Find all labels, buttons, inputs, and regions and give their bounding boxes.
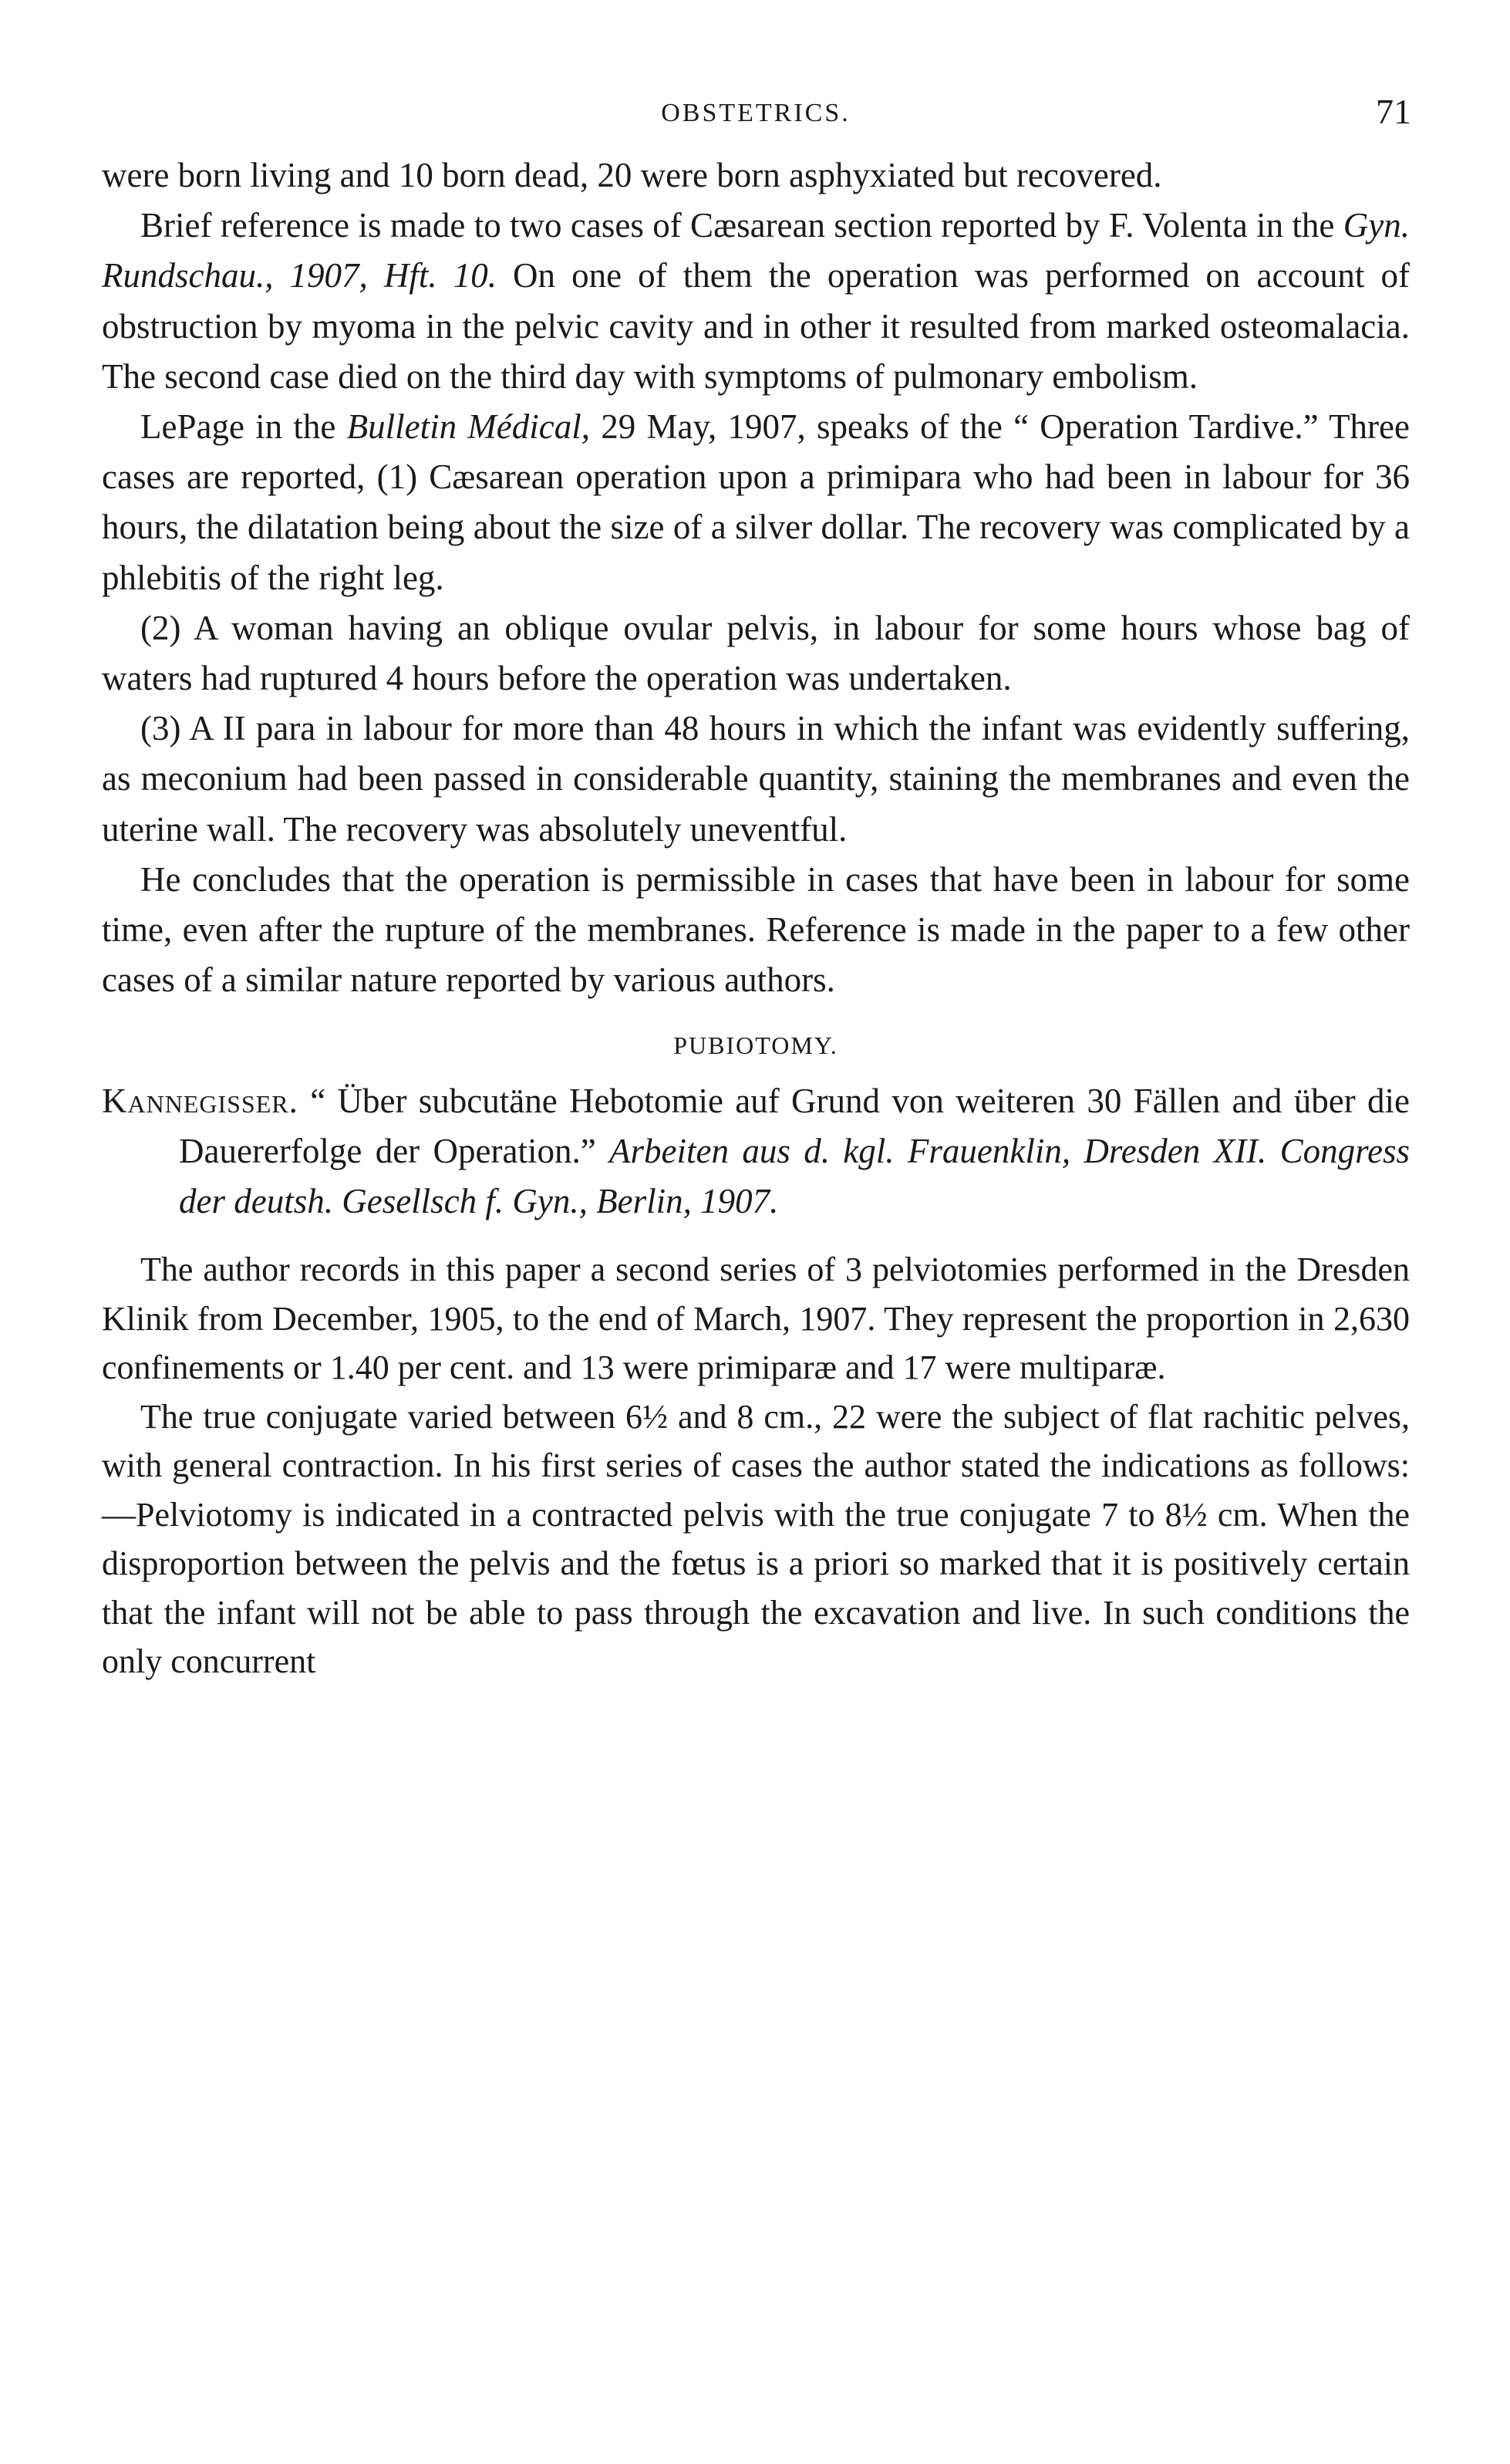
- paragraph-continuation: were born living and 10 born dead, 20 were born asphyxiated but recovered.: [102, 156, 1162, 194]
- citation: [102, 1076, 1410, 1227]
- volenta-text-1: Brief reference is made to two cases of Cæsarean section reported by F. Volenta in the: [140, 206, 1343, 245]
- page-number: 71: [1376, 92, 1411, 131]
- running-head: [100, 91, 1411, 137]
- citation-title: “ Über subcutäne Hebotomie auf Grund von weiteren 30 Fällen and über die Dauererfolge der Operation.”: [179, 1082, 1410, 1171]
- lepage-journal: Bulletin Médical,: [346, 407, 590, 447]
- paragraph-lepage: [102, 402, 1410, 603]
- paragraph-volenta: [102, 201, 1410, 402]
- paragraph-conclusion: He concludes that the operation is permissible in cases that have been in labour for some time, even after the rupture of the membranes. Reference is made in the paper to a few other cases of a similar nature reported by various authors.: [102, 859, 1410, 1000]
- lepage-text-1: LePage in the: [140, 407, 347, 447]
- page-body: [102, 150, 1410, 1686]
- paragraph-case-3: (3) A II para in labour for more than 48 hours in which the infant was evidently suffering, as meconium had been passed in considerable quantity, staining the membranes and even the uterine wall. The recovery was absolutely uneventful.: [102, 709, 1410, 849]
- citation-author: Kannegisser.: [102, 1082, 298, 1121]
- section-heading: PUBIOTOMY.: [673, 1031, 838, 1060]
- paragraph-case-2: (2) A woman having an oblique ovular pelvis, in labour for some hours whose bag of waters had ruptured 4 hours before the operation was undertaken.: [102, 608, 1410, 698]
- lepage-text-2: 29 May, 1907, speaks of the “ Operation Tardive.” Three cases are reported, (1) Cæsarean operation upon a primipara who had been in labour for 36 hours, the dilatation being about the size of a silver dollar. The recovery was complicated by a phlebitis of the right leg.: [102, 407, 1410, 597]
- paragraph-conjugate: The true conjugate varied between 6½ and 8 cm., 22 were the subject of flat rachitic pelves, with general contraction. In his first series of cases the author stated the indications as follows:—Pelviotomy is indicated in a contracted pelvis with the true conjugate 7 to 8½ cm. When the disproportion between the pelvis and the fœtus is a priori so marked that it is positively certain that the infant will not be able to pass through the excavation and live. In such conditions the only concurrent: [102, 1397, 1410, 1681]
- paragraph-series: The author records in this paper a second series of 3 pelviotomies performed in the Dresden Klinik from December, 1905, to the end of March, 1907. They represent the proportion in 2,630 confinements or 1.40 per cent. and 13 were primiparæ and 17 were multiparæ.: [102, 1251, 1410, 1387]
- volenta-journal: Gyn. Rundschau., 1907, Hft. 10.: [102, 206, 1410, 295]
- running-title: OBSTETRICS.: [661, 99, 851, 127]
- citation-journal: Arbeiten aus d. kgl. Frauenklin, Dresden XII. Congress der deutsh. Gesellsch f. Gyn., Berlin, 1907.: [179, 1132, 1410, 1221]
- volenta-text-2: On one of them the operation was performed on account of obstruction by myoma in the pelvic cavity and in other it resulted from marked osteomalacia. The second case died on the third day with symptoms of pulmonary embolism.: [102, 256, 1410, 396]
